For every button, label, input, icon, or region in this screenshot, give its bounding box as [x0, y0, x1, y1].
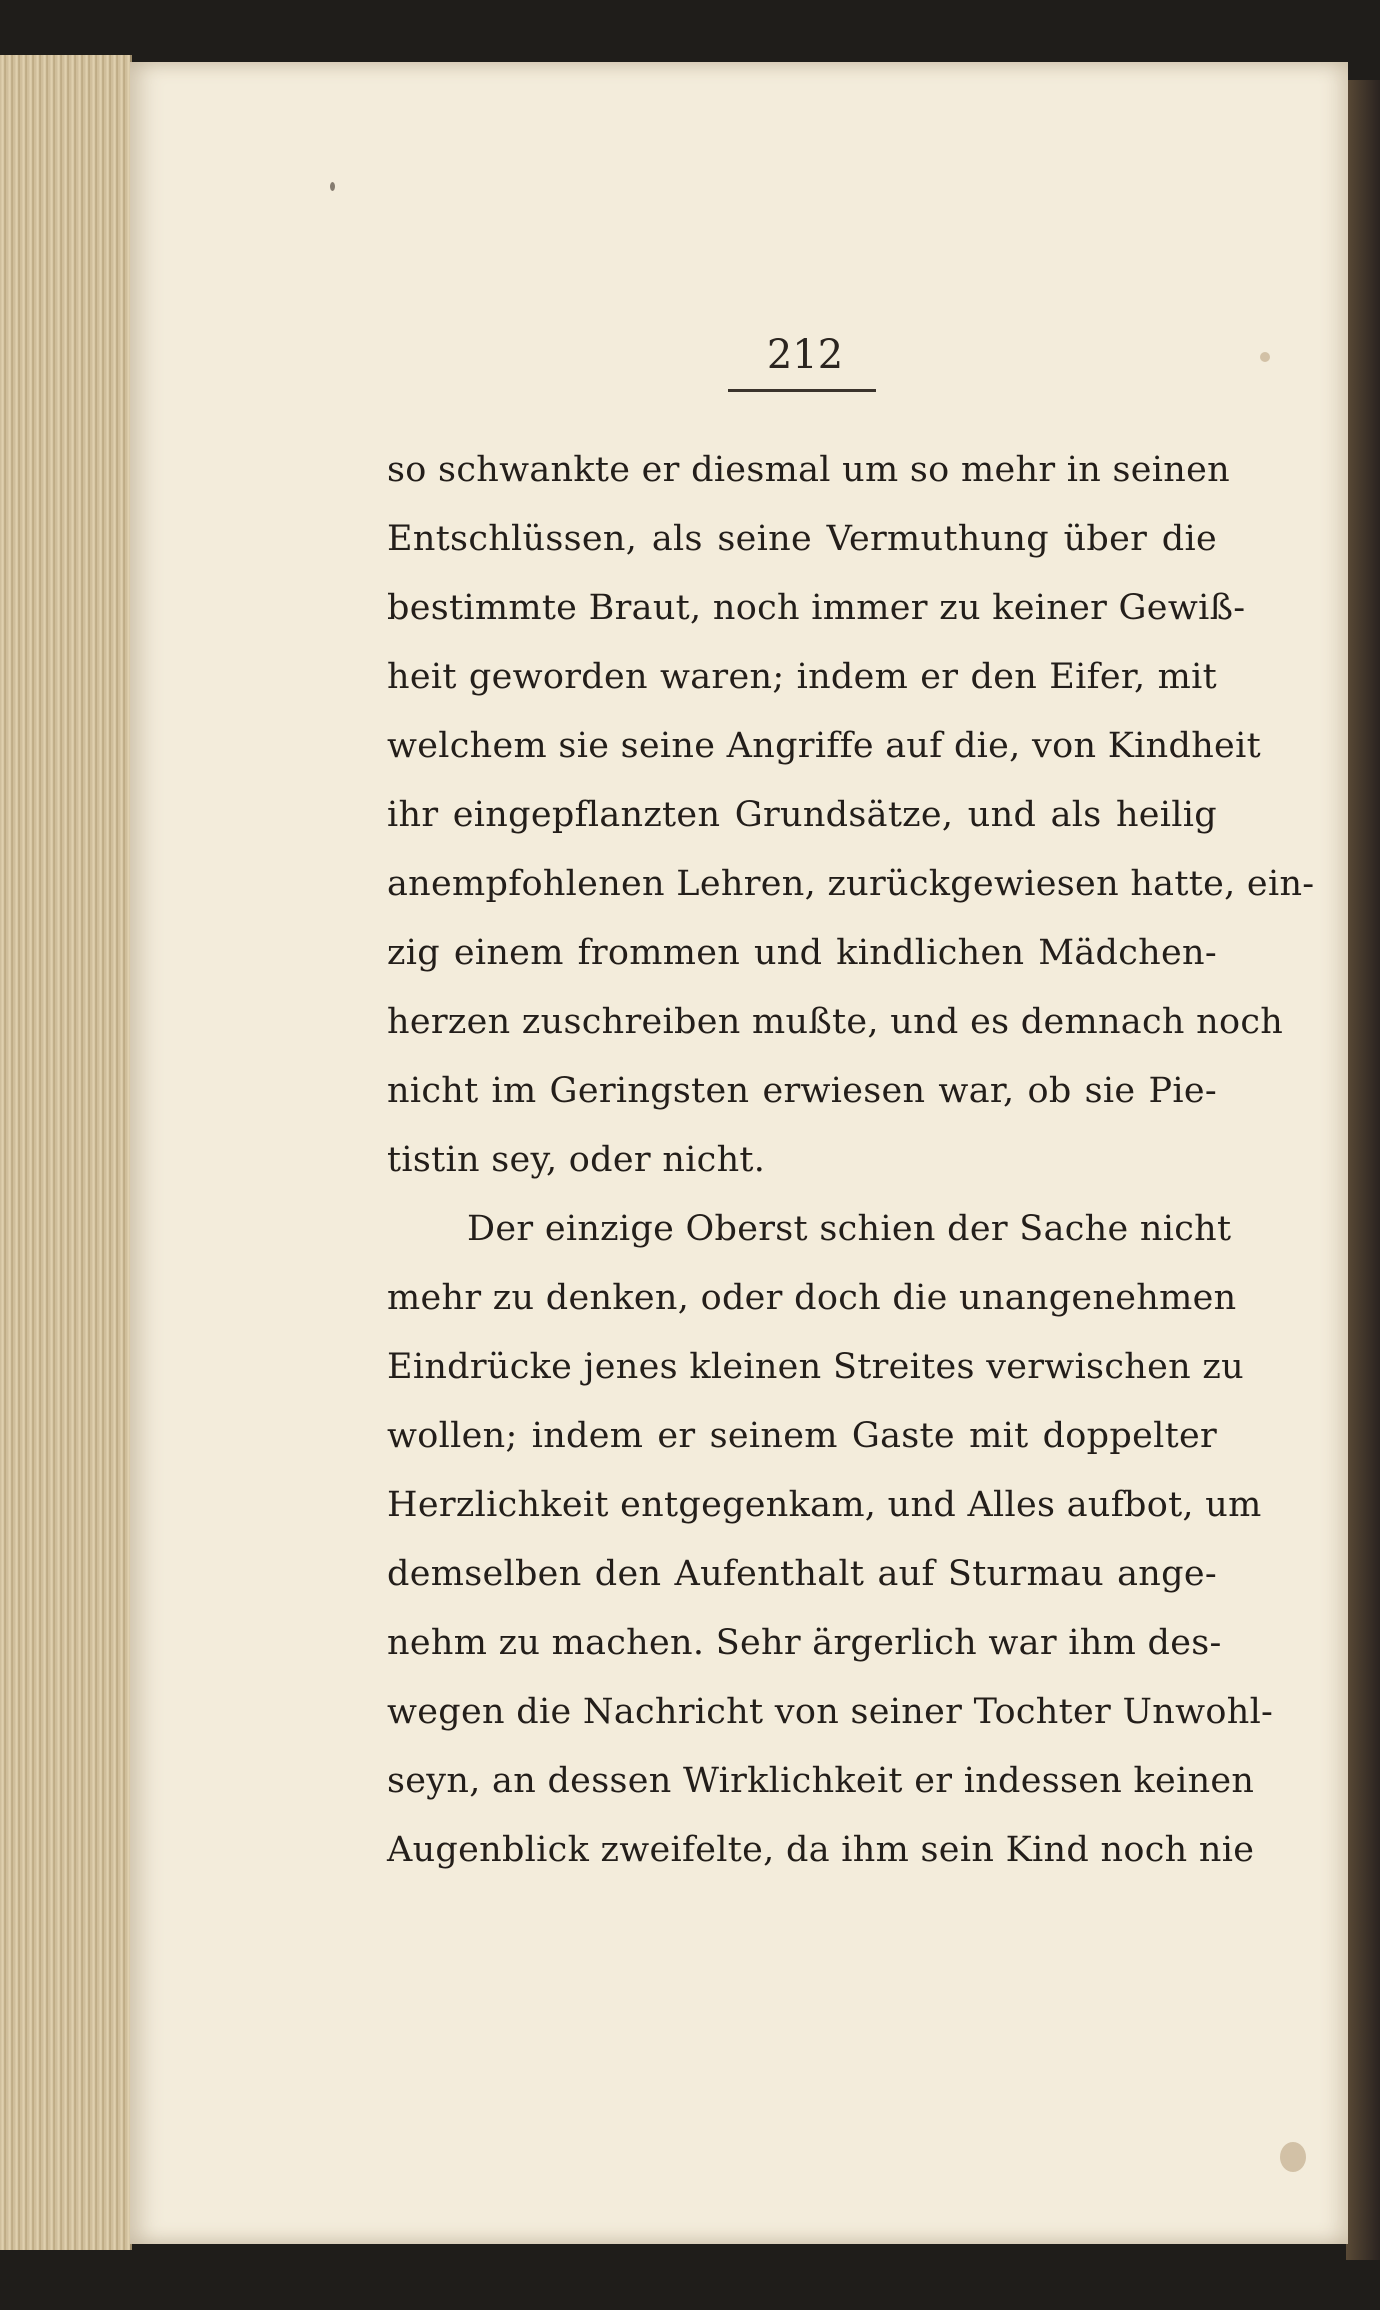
text-line: so schwankte er diesmal um so mehr in seinen — [387, 450, 1230, 490]
text-line: ihr eingepflanzten Grundsätze, und als heilig — [387, 795, 1217, 835]
text-line: anempfohlenen Lehren, zurückgewiesen hatte, ein- — [387, 864, 1315, 904]
text-line: heit geworden waren; indem er den Eifer, mit — [387, 657, 1217, 697]
page-stack-edge — [0, 55, 132, 2250]
text-line: nicht im Geringsten erwiesen war, ob sie Pie- — [387, 1071, 1217, 1111]
text-line: demselben den Aufenthalt auf Sturmau ange- — [387, 1554, 1217, 1594]
page-number: 212 — [766, 332, 844, 378]
paper-stain — [1280, 2142, 1306, 2172]
text-line: wollen; indem er seinem Gaste mit doppelter — [387, 1416, 1217, 1456]
text-line: Augenblick zweifelte, da ihm sein Kind noch nie — [387, 1830, 1255, 1870]
book-cover-edge — [1346, 80, 1380, 2260]
text-line: nehm zu machen. Sehr ärgerlich war ihm des- — [387, 1623, 1222, 1663]
text-line: bestimmte Braut, noch immer zu keiner Gewiß- — [387, 588, 1246, 628]
text-line: tistin sey, oder nicht. — [387, 1140, 766, 1180]
page-text — [387, 440, 1315, 1889]
text-line: wegen die Nachricht von seiner Tochter Unwohl- — [387, 1692, 1274, 1732]
paper-mark — [330, 182, 335, 191]
text-line: seyn, an dessen Wirklichkeit er indessen keinen — [387, 1761, 1255, 1801]
text-line: Entschlüssen, als seine Vermuthung über die — [387, 519, 1217, 559]
text-line: Eindrücke jenes kleinen Streites verwischen zu — [387, 1347, 1244, 1387]
text-line: zig einem frommen und kindlichen Mädchen- — [387, 933, 1217, 973]
text-line: mehr zu denken, oder doch die unangenehmen — [387, 1278, 1237, 1318]
text-line: herzen zuschreiben mußte, und es demnach noch — [387, 1002, 1284, 1042]
paper-stain — [1260, 352, 1270, 362]
text-line: welchem sie seine Angriffe auf die, von Kindheit — [387, 726, 1261, 766]
page-number-rule — [728, 389, 876, 392]
text-line: Der einzige Oberst schien der Sache nicht — [467, 1209, 1232, 1249]
text-line: Herzlichkeit entgegenkam, und Alles aufbot, um — [387, 1485, 1262, 1525]
